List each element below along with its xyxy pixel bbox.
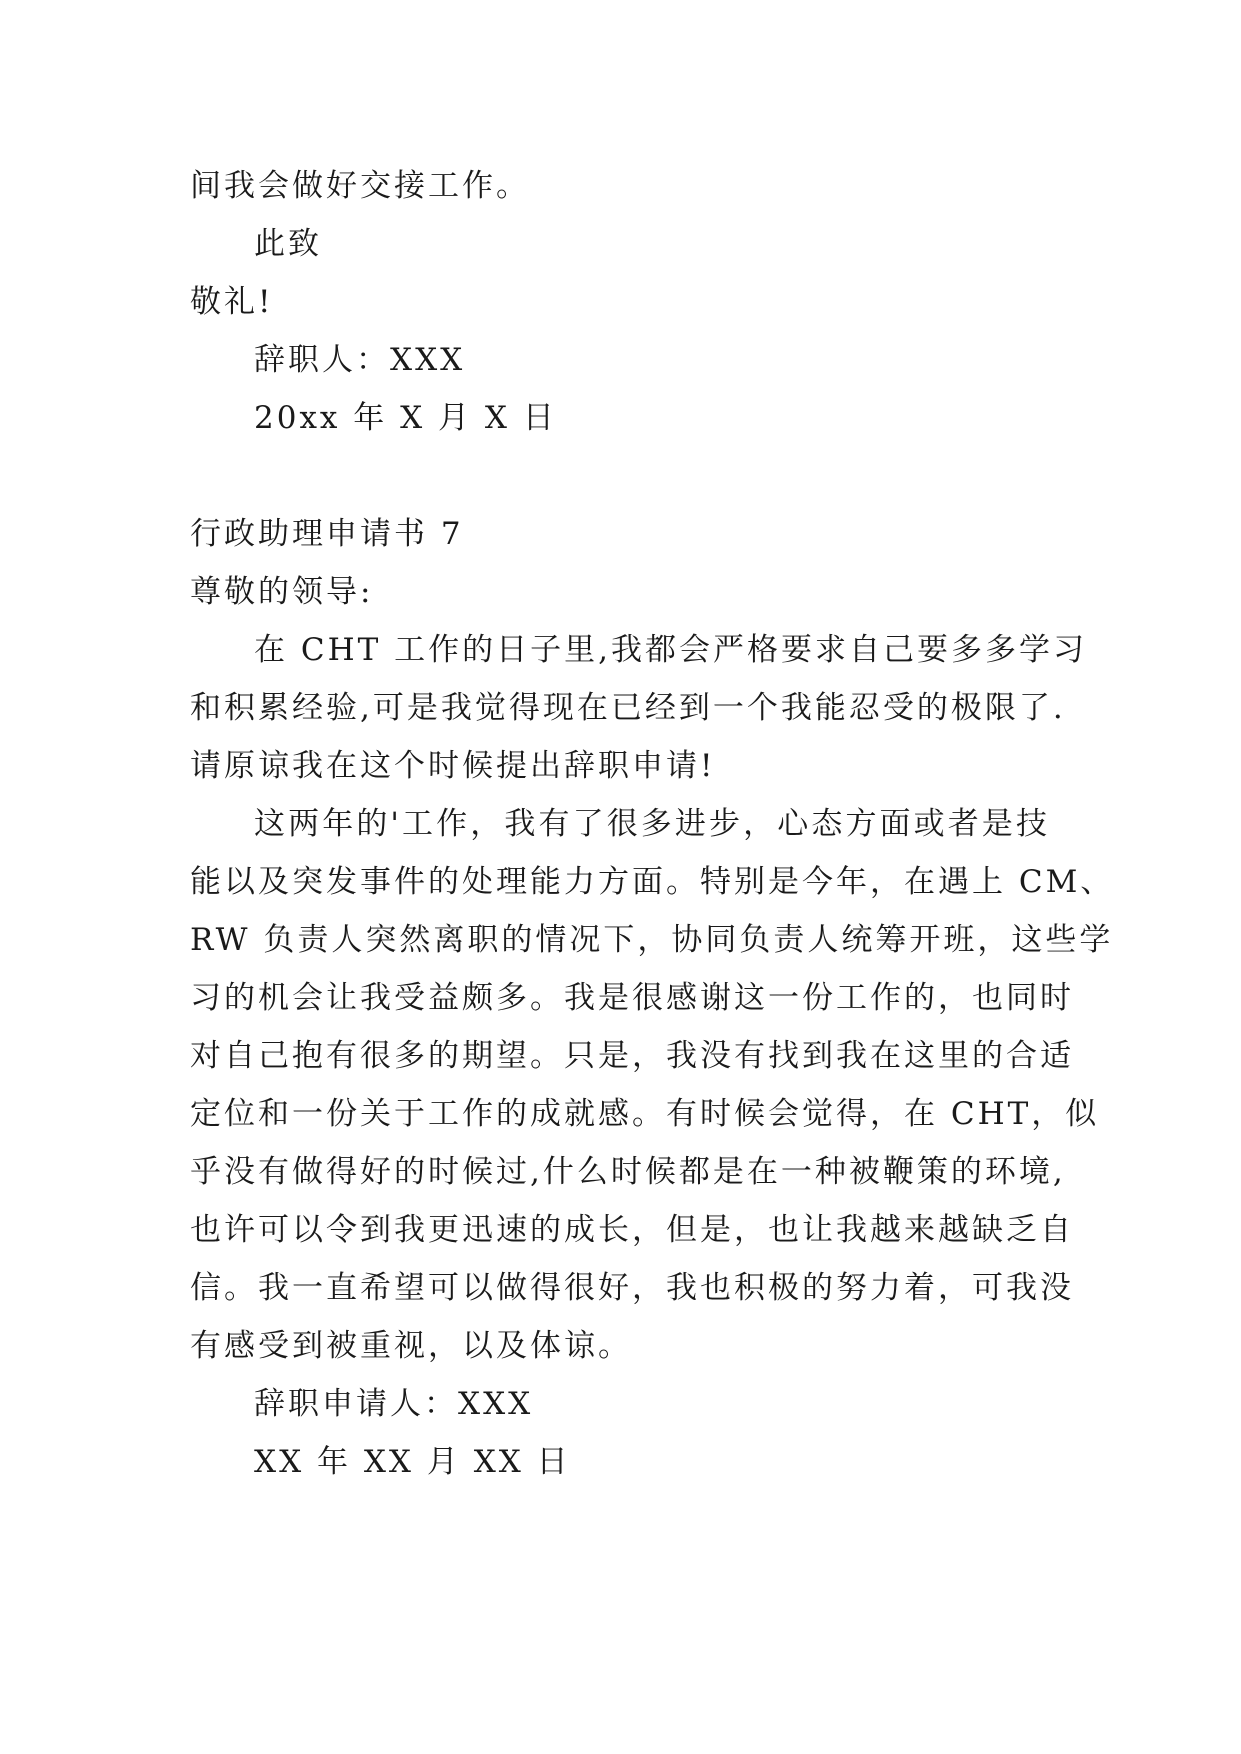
letter6-closing-line: 间我会做好交接工作。 (190, 168, 530, 204)
letter7-greeting: 尊敬的领导: (190, 574, 374, 610)
letter7-paragraph2-line: 信。我一直希望可以做得很好，我也积极的努力着，可我没 (190, 1270, 1074, 1306)
letter6-signer: 辞职人：XXX (254, 342, 466, 378)
letter7-paragraph2-line: 也许可以令到我更迅速的成长，但是，也让我越来越缺乏自 (190, 1212, 1074, 1248)
letter7-paragraph2-line: 习的机会让我受益颇多。我是很感谢这一份工作的，也同时 (190, 980, 1074, 1016)
letter7-paragraph2-line: 对自己抱有很多的期望。只是，我没有找到我在这里的合适 (190, 1038, 1074, 1074)
letter7-paragraph1-line: 和积累经验,可是我觉得现在已经到一个我能忍受的极限了. (190, 690, 1066, 726)
letter7-paragraph2-line: 能以及突发事件的处理能力方面。特别是今年，在遇上 CM、 (190, 864, 1115, 900)
letter6-respect: 敬礼! (190, 284, 274, 320)
letter7-paragraph1-line: 在 CHT 工作的日子里,我都会严格要求自己要多多学习 (254, 632, 1087, 668)
letter7-paragraph2-line: 乎没有做得好的时候过,什么时候都是在一种被鞭策的环境, (190, 1154, 1066, 1190)
letter7-paragraph2-line: 有感受到被重视，以及体谅。 (190, 1328, 632, 1364)
letter7-date: XX 年 XX 月 XX 日 (254, 1444, 571, 1480)
letter6-salutation-close: 此致 (254, 226, 322, 262)
letter7-paragraph2-line: 定位和一份关于工作的成就感。有时候会觉得，在 CHT，似 (190, 1096, 1100, 1132)
letter7-signer: 辞职申请人：XXX (254, 1386, 534, 1422)
letter7-paragraph1-line: 请原谅我在这个时候提出辞职申请! (190, 748, 716, 784)
letter7-title: 行政助理申请书 7 (190, 516, 464, 552)
letter7-paragraph2-line: 这两年的'工作，我有了很多进步，心态方面或者是技 (254, 806, 1050, 842)
letter6-date: 20xx 年 X 月 X 日 (254, 400, 557, 436)
letter7-paragraph2-line: RW 负责人突然离职的情况下，协同负责人统筹开班，这些学 (190, 922, 1114, 958)
